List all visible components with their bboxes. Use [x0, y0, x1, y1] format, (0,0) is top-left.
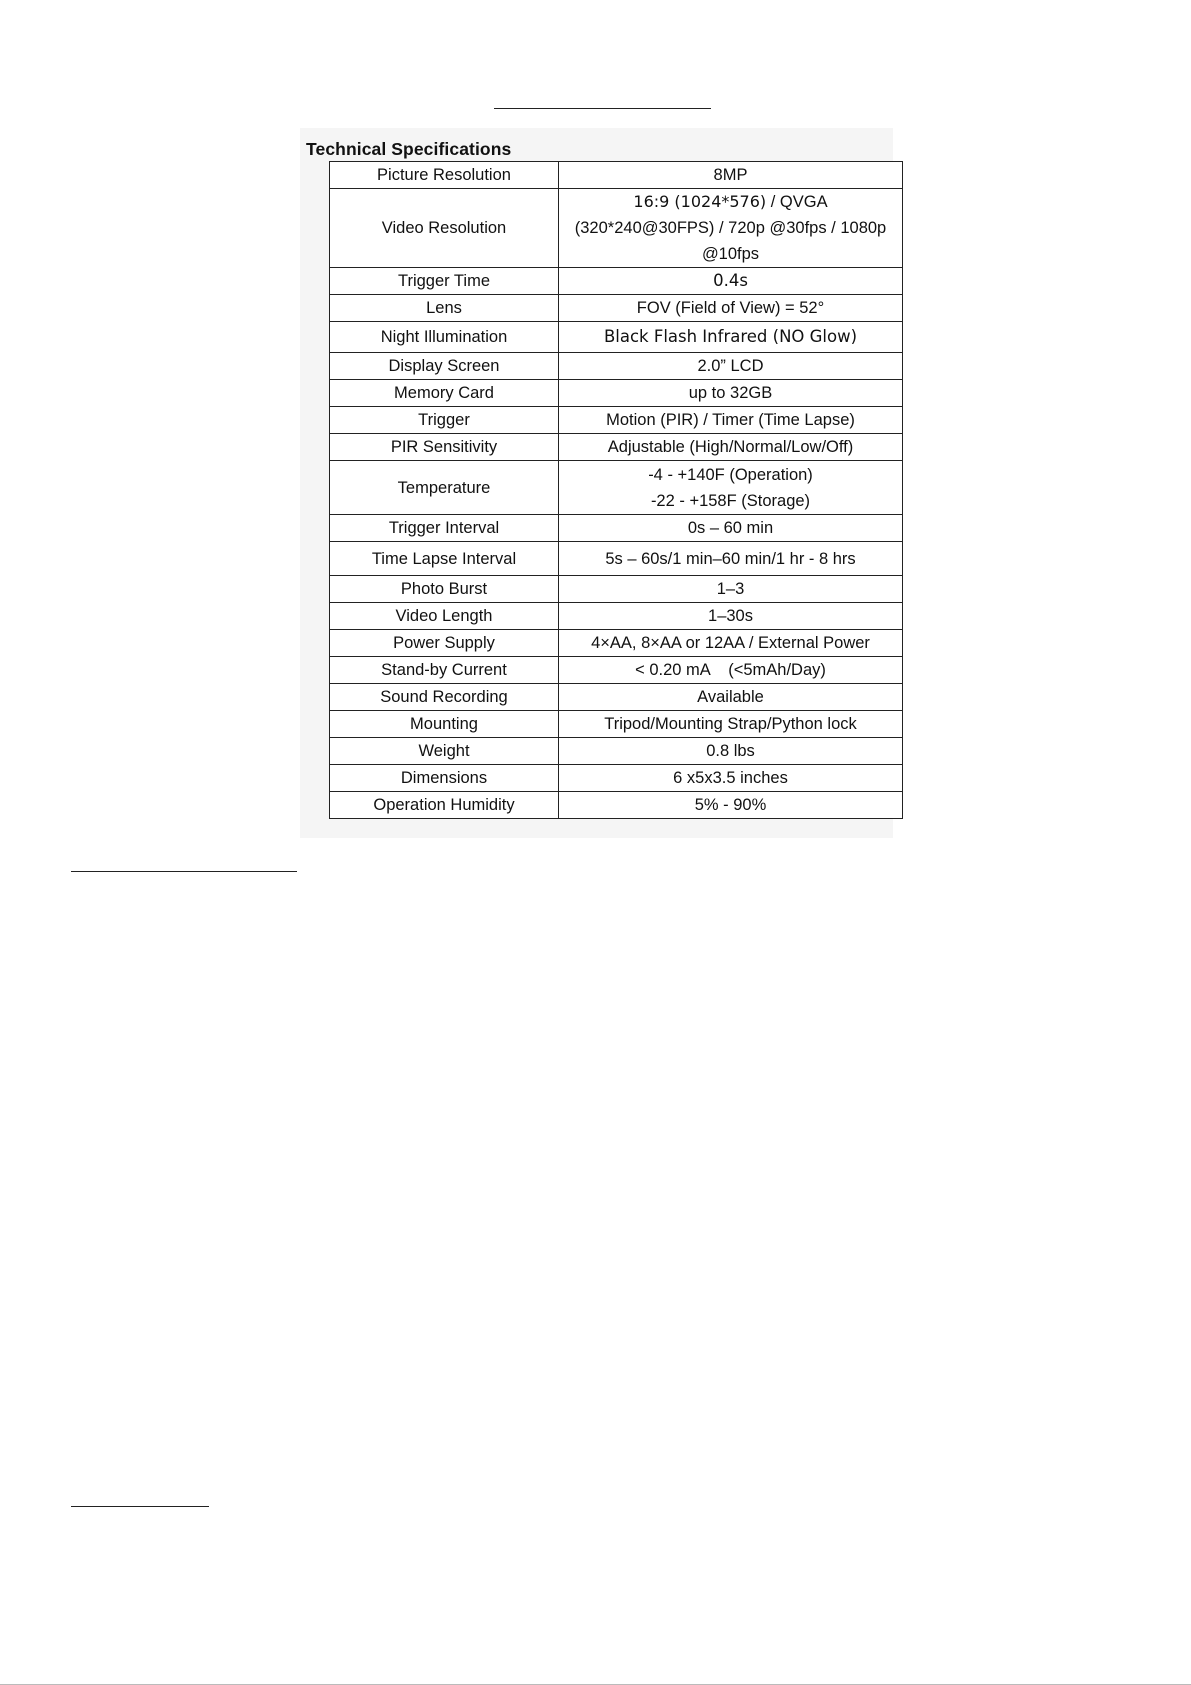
heading-underline-top	[494, 108, 711, 109]
table-row	[330, 380, 903, 407]
spec-label: Temperature	[330, 461, 559, 515]
spec-value-line: -22 - +158F (Storage)	[650, 491, 811, 510]
spec-label: Sound Recording	[330, 684, 559, 711]
spec-label: Memory Card	[330, 380, 559, 407]
spec-table	[329, 161, 903, 819]
table-row	[330, 542, 903, 576]
spec-label: Stand-by Current	[330, 657, 559, 684]
spec-value: 1–30s	[559, 603, 903, 630]
spec-value: 8MP	[559, 162, 903, 189]
spec-value	[559, 189, 903, 268]
spec-sheet-image	[300, 128, 893, 838]
spec-value	[559, 461, 903, 515]
spec-value: Motion (PIR) / Timer (Time Lapse)	[559, 407, 903, 434]
section-underline-bottom	[71, 1506, 209, 1507]
table-row	[330, 738, 903, 765]
spec-label: Trigger Time	[330, 268, 559, 295]
spec-label: Power Supply	[330, 630, 559, 657]
spec-label: Video Resolution	[330, 189, 559, 268]
spec-value: Available	[559, 684, 903, 711]
spec-label: Video Length	[330, 603, 559, 630]
spec-label: Time Lapse Interval	[330, 542, 559, 576]
spec-value-line: -4 - +140F (Operation)	[648, 465, 813, 484]
spec-value: up to 32GB	[559, 380, 903, 407]
spec-label: Mounting	[330, 711, 559, 738]
table-row	[330, 268, 903, 295]
spec-label: Operation Humidity	[330, 792, 559, 819]
table-row	[330, 630, 903, 657]
spec-label: Trigger Interval	[330, 515, 559, 542]
spec-label: Weight	[330, 738, 559, 765]
spec-label: Dimensions	[330, 765, 559, 792]
spec-value: Tripod/Mounting Strap/Python lock	[559, 711, 903, 738]
section-underline-middle	[71, 871, 297, 872]
spec-value: 4×AA, 8×AA or 12AA / External Power	[559, 630, 903, 657]
spec-value: 5% - 90%	[559, 792, 903, 819]
table-row	[330, 353, 903, 380]
spec-value-part: / QVGA (320*240@30FPS) / 720p @30fps / 1080p @10fps	[574, 193, 887, 263]
spec-value: FOV (Field of View) = 52°	[559, 295, 903, 322]
spec-title: Technical Specifications	[306, 139, 512, 159]
spec-value: 1–3	[559, 576, 903, 603]
table-row	[330, 792, 903, 819]
table-row	[330, 189, 903, 268]
table-row	[330, 322, 903, 353]
spec-value: 5s – 60s/1 min–60 min/1 hr - 8 hrs	[559, 542, 903, 576]
spec-value: Black Flash Infrared (NO Glow)	[559, 322, 903, 353]
table-row	[330, 576, 903, 603]
table-row	[330, 461, 903, 515]
table-row	[330, 162, 903, 189]
spec-value: Adjustable (High/Normal/Low/Off)	[559, 434, 903, 461]
spec-label: Night Illumination	[330, 322, 559, 353]
spec-value: < 0.20 mA (<5mAh/Day)	[559, 657, 903, 684]
spec-label: Picture Resolution	[330, 162, 559, 189]
spec-label: Photo Burst	[330, 576, 559, 603]
table-row	[330, 515, 903, 542]
spec-label: Display Screen	[330, 353, 559, 380]
table-row	[330, 711, 903, 738]
table-row	[330, 407, 903, 434]
spec-value: 6 x5x3.5 inches	[559, 765, 903, 792]
spec-value-part: 16:9 (1024*576)	[633, 192, 767, 211]
table-row	[330, 684, 903, 711]
spec-value: 0.4s	[559, 268, 903, 295]
spec-label: Trigger	[330, 407, 559, 434]
table-row	[330, 765, 903, 792]
spec-label: PIR Sensitivity	[330, 434, 559, 461]
table-row	[330, 434, 903, 461]
table-row	[330, 603, 903, 630]
spec-value: 2.0” LCD	[559, 353, 903, 380]
spec-label: Lens	[330, 295, 559, 322]
table-row	[330, 295, 903, 322]
table-row	[330, 657, 903, 684]
spec-value: 0s – 60 min	[559, 515, 903, 542]
spec-value: 0.8 lbs	[559, 738, 903, 765]
